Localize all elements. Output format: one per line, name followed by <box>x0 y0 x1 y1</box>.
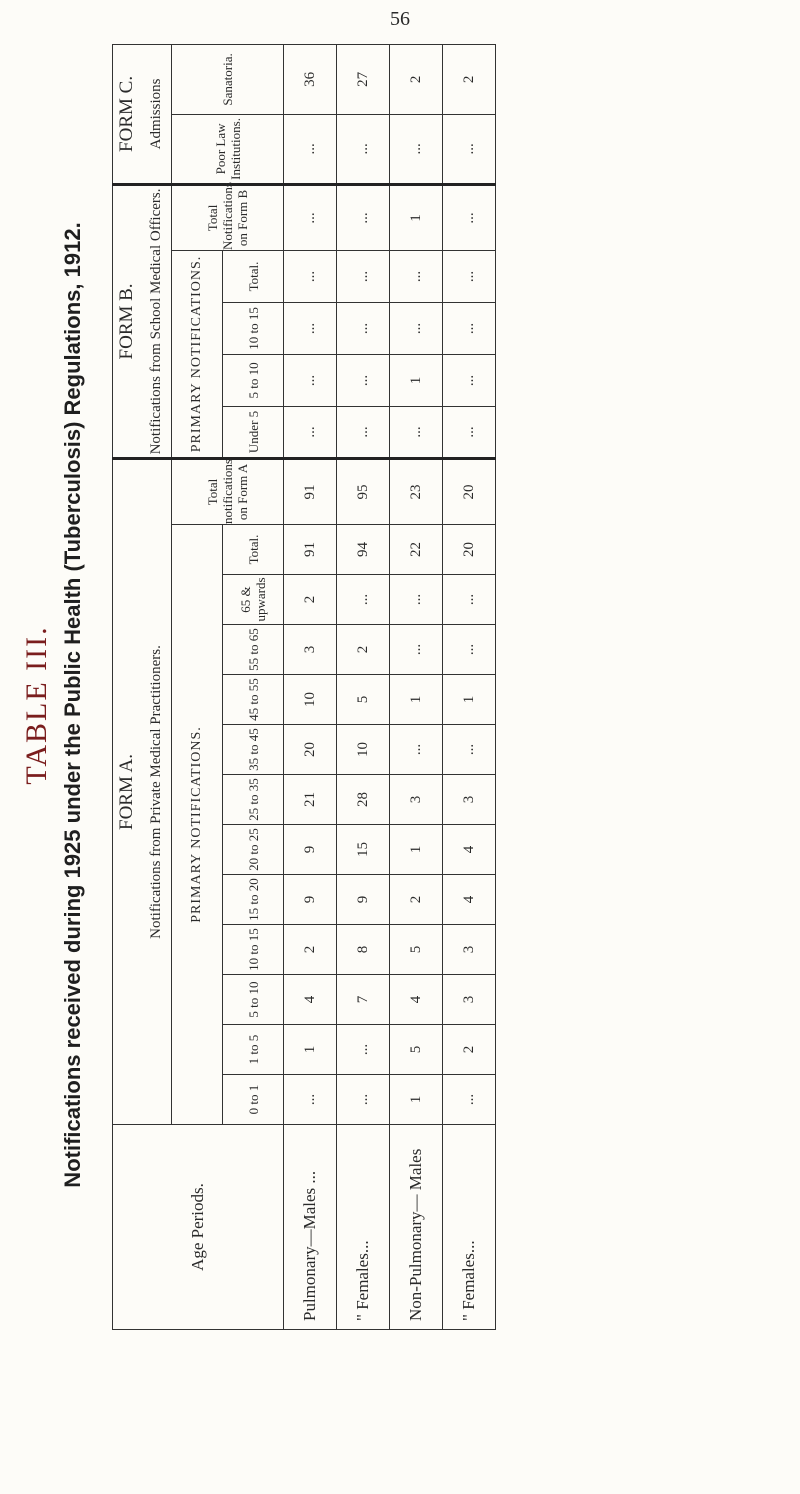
form-b-subtitle: Notifications from School Medical Officers. <box>141 184 172 458</box>
form-a-cell: ... <box>443 1075 496 1125</box>
form-b-cell: ... <box>390 302 443 354</box>
form-a-cell: 2 <box>284 925 337 975</box>
form-a-cell: 4 <box>284 975 337 1025</box>
form-c-cell: 27 <box>337 44 390 114</box>
form-a-col: Total. <box>223 525 284 575</box>
row-label: " Females... <box>337 1125 390 1330</box>
form-a-cell: ... <box>337 1025 390 1075</box>
form-a-cell: 1 <box>284 1025 337 1075</box>
form-a-col: 1 to 5 <box>223 1025 284 1075</box>
form-a-cell: 3 <box>443 975 496 1025</box>
form-c-cell: ... <box>390 114 443 184</box>
form-a-col: 20 to 25 <box>223 825 284 875</box>
form-a-col: 65 & upwards <box>223 575 284 625</box>
form-a-cell: 9 <box>284 825 337 875</box>
form-a-cell: ... <box>337 1075 390 1125</box>
form-c-subtitle: Admissions <box>141 44 172 184</box>
form-a-cell: 2 <box>390 875 443 925</box>
form-b-total-cell: 1 <box>390 184 443 250</box>
form-a-cell: 2 <box>337 625 390 675</box>
rotated-table-page <box>20 40 780 1370</box>
form-a-cell: 4 <box>443 875 496 925</box>
form-a-cell: 1 <box>390 825 443 875</box>
form-b-cell: ... <box>337 250 390 302</box>
form-a-cell: 2 <box>284 575 337 625</box>
form-a-cell: 8 <box>337 925 390 975</box>
form-a-cell: 91 <box>284 525 337 575</box>
form-b-title: FORM B. <box>113 184 142 458</box>
form-a-cell: 5 <box>390 1025 443 1075</box>
form-b-cell: ... <box>337 302 390 354</box>
table-row <box>337 44 390 1329</box>
form-a-total-cell: 20 <box>443 458 496 524</box>
age-periods-header: Age Periods. <box>113 1125 284 1330</box>
form-a-cell: 9 <box>337 875 390 925</box>
form-a-cell: 10 <box>337 725 390 775</box>
form-c-title: FORM C. <box>113 44 142 184</box>
table-row <box>390 44 443 1329</box>
form-a-cell: 22 <box>390 525 443 575</box>
form-a-cell: 1 <box>443 675 496 725</box>
form-a-cell: ... <box>284 1075 337 1125</box>
table-row <box>284 44 337 1329</box>
form-a-cell: 5 <box>390 925 443 975</box>
page-number: 56 <box>390 8 410 30</box>
form-a-cell: ... <box>390 575 443 625</box>
form-c-cell: 2 <box>390 44 443 114</box>
form-a-cell: 9 <box>284 875 337 925</box>
form-b-cell: ... <box>443 354 496 406</box>
form-a-cell: 7 <box>337 975 390 1025</box>
form-b-cell: ... <box>284 302 337 354</box>
form-b-cell: 1 <box>390 354 443 406</box>
row-label: Non-Pulmonary— Males <box>390 1125 443 1330</box>
form-a-cell: 4 <box>443 825 496 875</box>
form-b-total-cell: ... <box>443 184 496 250</box>
form-a-cell: ... <box>443 725 496 775</box>
form-b-total-header: Total Notifications on Form B <box>172 184 284 250</box>
form-b-cell: ... <box>284 406 337 458</box>
form-a-col: 10 to 15 <box>223 925 284 975</box>
form-b-cell: ... <box>390 250 443 302</box>
form-a-cell: 5 <box>337 675 390 725</box>
table-heading: Notifications received during 1925 under the Public Health (Tuberculosis) Regulations, 1912. <box>60 222 85 1188</box>
form-b-cell: ... <box>284 354 337 406</box>
form-a-subtitle: Notifications from Private Medical Practitioners. <box>141 458 172 1124</box>
row-label: Pulmonary—Males ... <box>284 1125 337 1330</box>
form-a-col: 15 to 20 <box>223 875 284 925</box>
form-a-col: 35 to 45 <box>223 725 284 775</box>
form-a-total-cell: 91 <box>284 458 337 524</box>
form-a-cell: ... <box>443 625 496 675</box>
form-a-cell: 3 <box>390 775 443 825</box>
table-title: TABLE III. <box>20 625 53 785</box>
form-a-cell: 1 <box>390 1075 443 1125</box>
form-a-cell: ... <box>337 575 390 625</box>
form-b-cell: ... <box>443 250 496 302</box>
form-c-cell: ... <box>337 114 390 184</box>
form-a-cell: 1 <box>390 675 443 725</box>
notifications-table <box>112 44 496 1330</box>
form-b-col: 10 to 15 <box>223 302 284 354</box>
form-a-cell: 20 <box>284 725 337 775</box>
form-b-cell: ... <box>390 406 443 458</box>
form-a-cell: ... <box>390 625 443 675</box>
form-b-col: Total. <box>223 250 284 302</box>
form-a-cell: 10 <box>284 675 337 725</box>
form-a-total-header: Total notifications on Form A <box>172 458 284 524</box>
form-a-col: 45 to 55 <box>223 675 284 725</box>
form-a-cell: 21 <box>284 775 337 825</box>
form-a-primary-label: PRIMARY NOTIFICATIONS. <box>172 525 223 1125</box>
form-b-total-cell: ... <box>284 184 337 250</box>
form-c-cell: 2 <box>443 44 496 114</box>
form-a-col: 0 to 1 <box>223 1075 284 1125</box>
form-b-primary-label: PRIMARY NOTIFICATIONS. <box>172 250 223 458</box>
form-a-cell: 3 <box>443 775 496 825</box>
form-b-cell: ... <box>337 406 390 458</box>
form-a-cell: 3 <box>284 625 337 675</box>
form-b-col: Under 5 <box>223 406 284 458</box>
form-a-col: 5 to 10 <box>223 975 284 1025</box>
form-b-total-cell: ... <box>337 184 390 250</box>
form-a-col: 25 to 35 <box>223 775 284 825</box>
form-b-cell: ... <box>337 354 390 406</box>
form-c-cell: ... <box>443 114 496 184</box>
form-b-cell: ... <box>443 406 496 458</box>
form-a-cell: 28 <box>337 775 390 825</box>
form-c-cell: 36 <box>284 44 337 114</box>
form-a-cell: ... <box>390 725 443 775</box>
form-a-cell: 3 <box>443 925 496 975</box>
form-a-cell: 4 <box>390 975 443 1025</box>
form-c-cell: ... <box>284 114 337 184</box>
form-a-cell: 2 <box>443 1025 496 1075</box>
form-b-cell: ... <box>284 250 337 302</box>
form-a-cell: 94 <box>337 525 390 575</box>
table-row <box>443 44 496 1329</box>
form-a-col: 55 to 65 <box>223 625 284 675</box>
form-a-total-cell: 23 <box>390 458 443 524</box>
form-a-cell: 20 <box>443 525 496 575</box>
form-b-cell: ... <box>443 302 496 354</box>
form-c-col-poor-law: Poor Law Institutions. <box>172 114 284 184</box>
form-b-col: 5 to 10 <box>223 354 284 406</box>
form-a-title: FORM A. <box>113 458 142 1124</box>
form-a-cell: 15 <box>337 825 390 875</box>
form-a-total-cell: 95 <box>337 458 390 524</box>
row-label: " Females... <box>443 1125 496 1330</box>
form-a-cell: ... <box>443 575 496 625</box>
form-c-col-sanatoria: Sanatoria. <box>172 44 284 114</box>
